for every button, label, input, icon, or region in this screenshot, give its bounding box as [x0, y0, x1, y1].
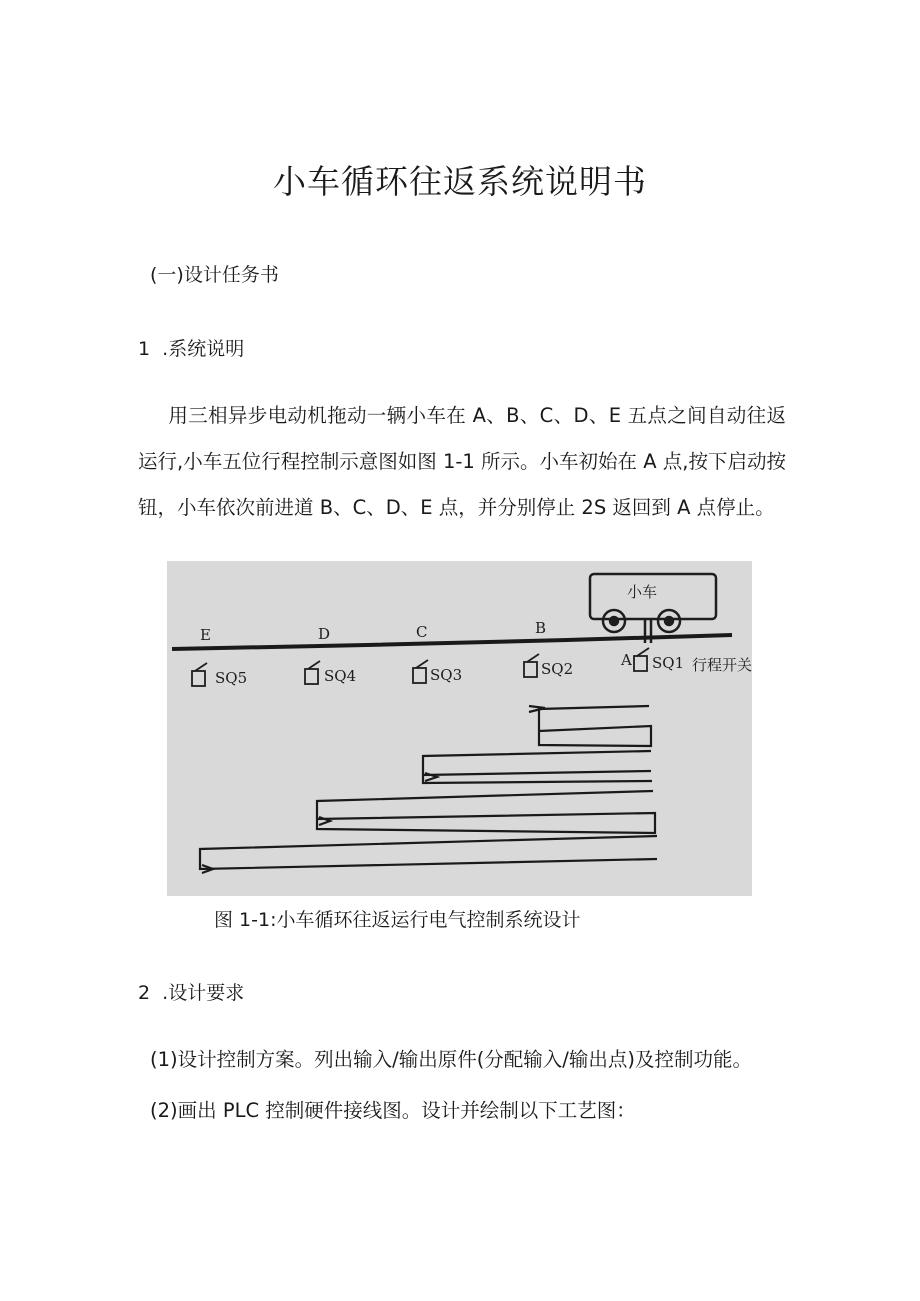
heading-design-requirements: 2 .设计要求 [138, 982, 245, 1004]
switch-label-sq2: SQ2 [541, 660, 574, 678]
diagram-svg [167, 561, 752, 896]
point-label-a: A [621, 651, 632, 669]
loop-b [539, 706, 651, 746]
loop-e [200, 836, 657, 869]
figure-cart-diagram [167, 561, 752, 896]
section-heading: (一)设计任务书 [150, 264, 279, 286]
switch-caption: 行程开关 [692, 656, 752, 674]
point-label-d: D [318, 625, 331, 643]
travel-paths [200, 706, 657, 873]
description-paragraph [138, 393, 786, 531]
requirement-1: (1)设计控制方案。列出输入/输出原件(分配输入/输出点)及控制功能。 [150, 1048, 752, 1071]
track-line [172, 635, 732, 649]
loop-d [317, 791, 655, 833]
switch-label-sq3: SQ3 [430, 666, 463, 684]
limit-switch-sq3 [413, 660, 428, 683]
limit-switch-sq5 [192, 663, 207, 686]
limit-switch-sq1 [634, 648, 649, 671]
loop-c [423, 771, 651, 775]
switch-label-sq1: SQ1 [652, 654, 685, 672]
point-label-e: E [200, 626, 211, 644]
arrow-b [529, 706, 545, 712]
cart-label: 小车 [627, 583, 658, 601]
switch-label-sq5: SQ5 [215, 669, 248, 687]
requirement-2: (2)画出 PLC 控制硬件接线图。设计并绘制以下工艺图： [150, 1099, 636, 1122]
limit-switch-sq4 [305, 661, 320, 684]
switch-label-sq4: SQ4 [324, 667, 357, 685]
document-title: 小车循环往返系统说明书 [273, 162, 647, 201]
point-label-c: C [416, 623, 428, 641]
description-text: 用三相异步电动机拖动一辆小车在 A、B、C、D、E 五点之间自动往返运行,小车五位行程控制示意图如图 1-1 所示。小车初始在 A 点,按下启动按钮，小车依次前进道 B、C、D、E 点，并分别停止 2S 返回到 A 点停止。 [138, 404, 786, 519]
point-label-b: B [535, 619, 547, 637]
figure-caption: 图 1-1:小车循环往返运行电气控制系统设计 [214, 909, 581, 931]
limit-switch-sq2 [524, 654, 539, 677]
heading-system-description: 1 .系统说明 [138, 338, 245, 360]
